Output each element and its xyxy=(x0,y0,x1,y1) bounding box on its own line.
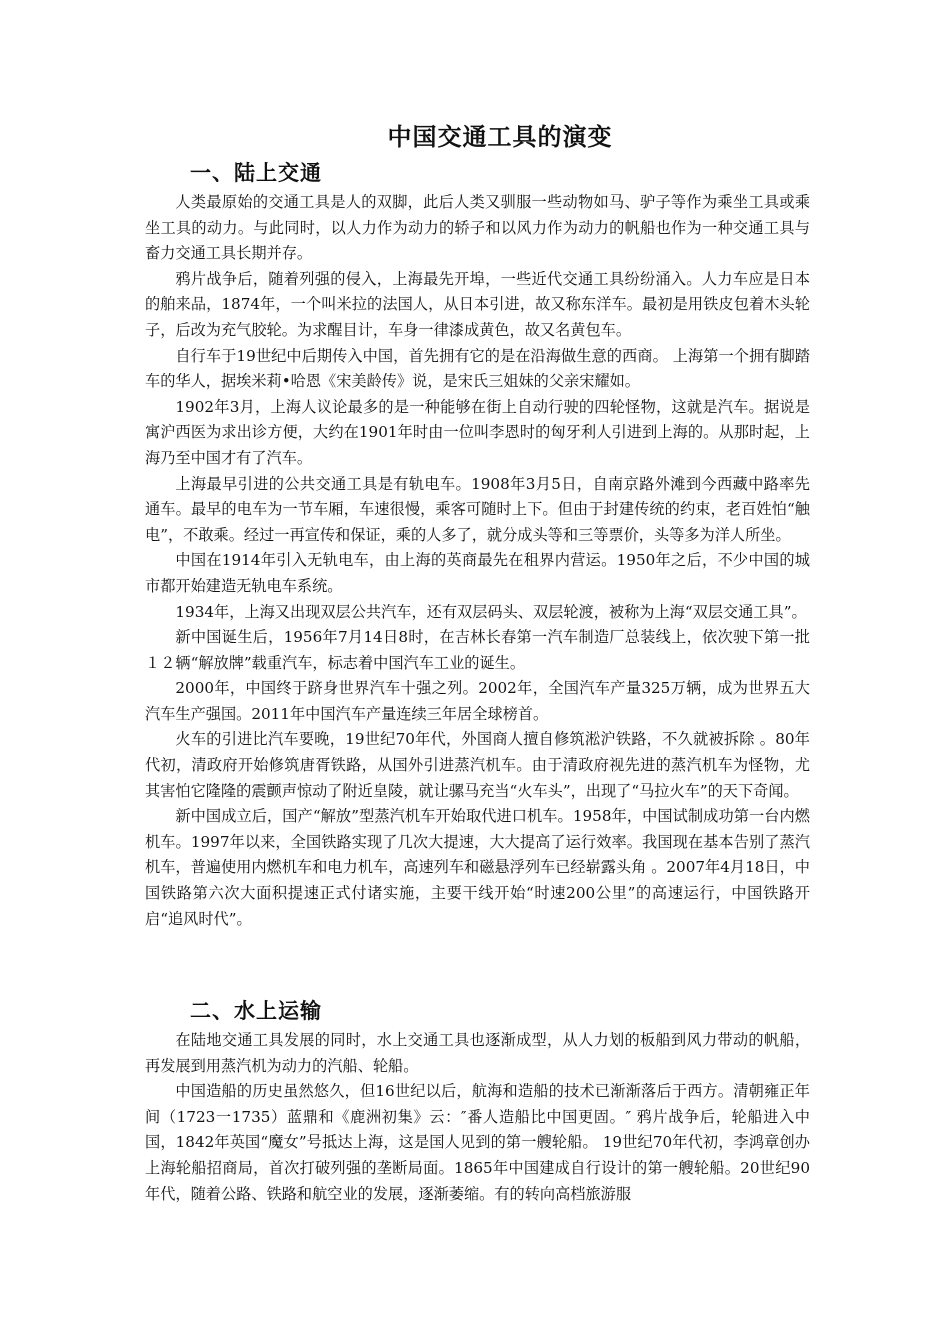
paragraph: 1934年，上海又出现双层公共汽车，还有双层码头、双层轮渡，被称为上海“双层交通工具”。 xyxy=(175,602,807,621)
paragraph: 人类最原始的交通工具是人的双脚，此后人类又驯服一些动物如马、驴子等作为乘坐工具或乘坐工具的动力。与此同时，以人力作为动力的轿子和以风力作为动力的帆船也作为一种交通工具与畜力交通工具长期并存。 xyxy=(145,193,810,263)
section-body-land-transport xyxy=(145,190,810,932)
paragraph: 在陆地交通工具发展的同时，水上交通工具也逐渐成型，从人力划的板船到风力带动的帆船，再发展到用蒸汽机为动力的汽船、轮船。 xyxy=(145,1031,810,1075)
document-title: 中国交通工具的演变 xyxy=(387,123,613,151)
paragraph: 中国造船的历史虽然悠久，但16世纪以后，航海和造船的技术已渐渐落后于西方。清朝雍正年间（1723一1735）蓝鼎和《鹿洲初集》云：″番人造船比中国更固。″ 鸦片战争后，轮船进入中国，1842年英国“魔女”号抵达上海，这是国人见到的第一艘轮船。 19世纪70年代初，李鸿章创办上海轮船招商局，首次打破列强的垄断局面。1865年中国建成自行设计的第一艘轮船。20世纪90年代，随着公路、铁路和航空业的发展，逐渐萎缩。有的转向高档旅游服 xyxy=(145,1082,810,1203)
paragraph: 2000年，中国终于跻身世界汽车十强之列。2002年，全国汽车产量325万辆，成为世界五大汽车生产强国。2011年中国汽车产量连续三年居全球榜首。 xyxy=(145,679,810,723)
paragraph: 新中国成立后，国产“解放”型蒸汽机车开始取代进口机车。1958年，中国试制成功第一台内燃机车。1997年以来，全国铁路实现了几次大提速，大大提高了运行效率。我国现在基本告别了蒸汽机车，普遍使用内燃机车和电力机车，高速列车和磁悬浮列车已经崭露头角 。2007年4月18日，中国铁路第六次大面积提速正式付诸实施，主要干线开始“时速200公里”的高速运行，中国铁路开启“追风时代”。 xyxy=(145,807,810,928)
section-body-water-transport xyxy=(145,1028,810,1207)
paragraph: 中国在1914年引入无轨电车，由上海的英商最先在租界内营运。1950年之后，不少中国的城市都开始建造无轨电车系统。 xyxy=(145,551,810,595)
section-heading-land-transport: 一、陆上交通 xyxy=(190,161,322,185)
paragraph: 1902年3月，上海人议论最多的是一种能够在街上自动行驶的四轮怪物，这就是汽车。据说是寓沪西医为求出诊方便，大约在1901年时由一位叫李恩时的匈牙利人引进到上海的。从那时起，上海乃至中国才有了汽车。 xyxy=(145,397,810,467)
paragraph: 自行车于19世纪中后期传入中国，首先拥有它的是在沿海做生意的西商。 上海第一个拥有脚踏车的华人，据埃米莉•哈恩《宋美龄传》说，是宋氏三姐妹的父亲宋耀如。 xyxy=(145,346,810,391)
paragraph: 新中国诞生后，1956年7月14日8时，在吉林长春第一汽车制造厂总装线上，依次驶下第一批１２辆“解放牌”载重汽车，标志着中国汽车工业的诞生。 xyxy=(145,628,810,672)
section-heading-water-transport: 二、水上运输 xyxy=(190,999,322,1023)
paragraph: 鸦片战争后，随着列强的侵入，上海最先开埠，一些近代交通工具纷纷涌入。人力车应是日本的舶来品，1874年，一个叫米拉的法国人，从日本引进，故又称东洋车。最初是用铁皮包着木头轮子，后改为充气胶轮。为求醒目计，车身一律漆成黄色，故又名黄包车。 xyxy=(145,269,810,339)
paragraph: 火车的引进比汽车要晚，19世纪70年代，外国商人擅自修筑淞沪铁路，不久就被拆除 。80年代初，清政府开始修筑唐胥铁路，从国外引进蒸汽机车。由于清政府视先进的蒸汽机车为怪物，尤其害怕它隆隆的震颤声惊动了附近皇陵，就让骡马充当“火车头”，出现了“马拉火车”的天下奇闻。 xyxy=(145,730,810,800)
paragraph: 上海最早引进的公共交通工具是有轨电车。1908年3月5日，自南京路外滩到今西藏中路率先通车。最早的电车为一节车厢，车速很慢，乘客可随时上下。但由于封建传统的约束，老百姓怕“触电”，不敢乘。经过一再宣传和保证，乘的人多了，就分成头等和三等票价，头等多为洋人所坐。 xyxy=(145,474,810,544)
